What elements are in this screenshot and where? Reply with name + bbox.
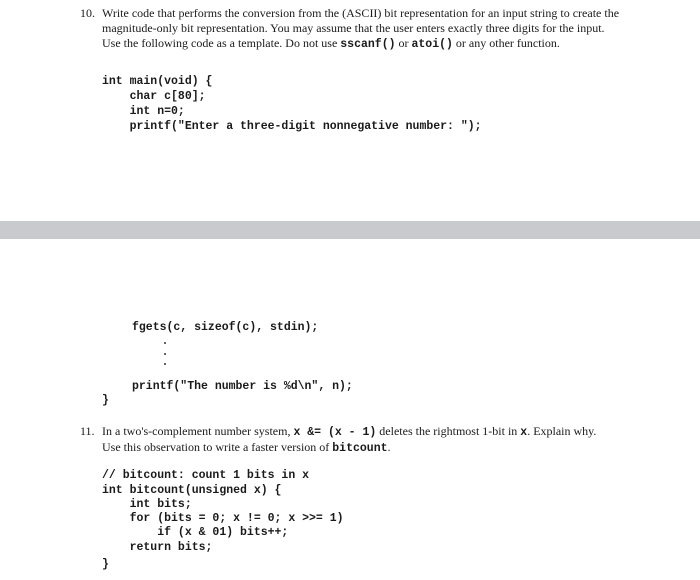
code-line: printf("Enter a three-digit nonnegative number: "); [102,120,482,133]
code-line: if (x & 01) bits++; [102,526,289,539]
question-11-text-part3: . Explain why. Use this observation to write a faster version of [102,424,597,454]
ellipsis-dot [164,353,166,355]
atoi-code: atoi() [411,38,453,51]
code-line: int bits; [102,498,192,511]
code-line: int main(void) { [102,75,213,88]
question-11-number: 11. [80,424,95,438]
code-line: return bits; [102,541,213,554]
code-line: int bitcount(unsigned x) { [102,484,282,497]
bitcount-code: bitcount [332,442,388,455]
or-word: or [395,36,412,50]
question-11-text-part2: deletes the rightmost 1-bit in [376,424,521,438]
question-10-text-part1: Write code that performs the conversion from the (ASCII) bit representation for an input string to create the magnitude-only bit representation. You may assume that the user enters exactly three digits for the input. Use the following code as a template. Do not use [102,6,620,50]
closing-brace: } [102,394,109,407]
closing-brace: } [102,558,109,571]
code-line: fgets(c, sizeof(c), stdin); [132,321,319,334]
question-11-text-part1: In a two's-complement number system, [102,424,294,438]
question-10-number: 10. [80,6,95,20]
code-line: // bitcount: count 1 bits in x [102,469,310,482]
ellipsis-dot [164,363,166,365]
code-line: printf("The number is %d\n", n); [132,380,353,393]
code-line: int n=0; [102,105,185,118]
x-code: x [520,426,528,439]
sscanf-code: sscanf() [340,38,396,51]
question-11-text-part4: . [387,440,391,454]
ellipsis-dot [164,342,166,344]
code-line: for (bits = 0; x != 0; x >>= 1) [102,512,344,525]
question-10-text-part2: or any other function. [452,36,560,50]
question-10-text [102,6,622,52]
page-separator-band [0,221,700,239]
code-line: char c[80]; [102,90,206,103]
question-11-text [102,424,617,456]
expr-code: x &= (x - 1) [293,426,377,439]
